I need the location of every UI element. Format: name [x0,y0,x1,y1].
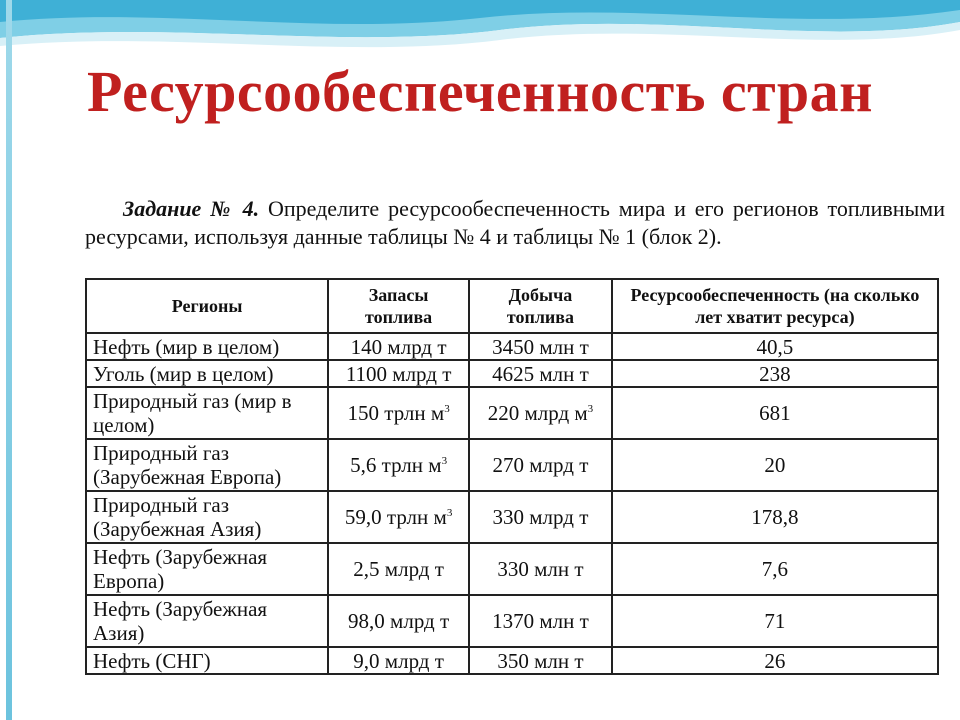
reserves-value: 5,6 трлн м [350,453,442,477]
cubic-superscript: 3 [587,403,594,415]
cell-region: Природный газ (Зарубежная Азия) [86,491,328,543]
table-row [86,439,938,491]
cell-region: Нефть (Зарубежная Азия) [86,595,328,647]
header-resource-availability: Ресурсообеспеченность (на сколько лет хватит ресурса) [612,279,938,333]
cell-years: 40,5 [612,333,938,360]
header-production: Добыча топлива [469,279,612,333]
fuel-resources-table [85,278,939,675]
cell-reserves: 140 млрд т [328,333,469,360]
table-header-row [86,279,938,333]
cell-years: 26 [612,647,938,674]
production-value: 220 млрд м [487,401,588,425]
slide-title: Ресурсообеспеченность стран [86,59,874,124]
cell-region: Нефть (СНГ) [86,647,328,674]
table-row [86,491,938,543]
cell-region: Уголь (мир в целом) [86,360,328,387]
table-row [86,333,938,360]
cubic-superscript: 3 [441,455,448,467]
cell-production: 330 млрд т [469,491,612,543]
cell-years: 7,6 [612,543,938,595]
table-row [86,543,938,595]
cell-production: 1370 млн т [469,595,612,647]
task-text [85,195,945,251]
reserves-value: 59,0 трлн м [344,505,447,529]
table-row [86,595,938,647]
cell-region: Нефть (Зарубежная Европа) [86,543,328,595]
cell-years: 681 [612,387,938,439]
cell-reserves [328,387,469,439]
cell-production [469,387,612,439]
task-body: Определите ресурсообеспеченность мира и его регионов топливными ресурсами, используя данные таблицы № 4 и таблицы № 1 (блок 2). [85,196,945,249]
cell-reserves: 9,0 млрд т [328,647,469,674]
task-lead: Задание № 4. [123,196,260,221]
cell-reserves [328,439,469,491]
header-regions: Регионы [86,279,328,333]
cell-region: Природный газ (Зарубежная Европа) [86,439,328,491]
cell-years: 71 [612,595,938,647]
cell-production: 3450 млн т [469,333,612,360]
cell-reserves: 1100 млрд т [328,360,469,387]
table-row [86,360,938,387]
table-row [86,647,938,674]
cell-reserves: 2,5 млрд т [328,543,469,595]
cell-production: 330 млн т [469,543,612,595]
header-reserves: Запасы топлива [328,279,469,333]
cell-years: 178,8 [612,491,938,543]
cell-region: Природный газ (мир в целом) [86,387,328,439]
cell-production: 350 млн т [469,647,612,674]
cell-reserves: 98,0 млрд т [328,595,469,647]
table-row [86,387,938,439]
cell-production: 4625 млн т [469,360,612,387]
cell-reserves [328,491,469,543]
cell-years: 238 [612,360,938,387]
cell-years: 20 [612,439,938,491]
cell-production: 270 млрд т [469,439,612,491]
cell-region: Нефть (мир в целом) [86,333,328,360]
reserves-value: 150 трлн м [347,401,445,425]
cubic-superscript: 3 [444,403,450,415]
cubic-superscript: 3 [446,507,453,519]
